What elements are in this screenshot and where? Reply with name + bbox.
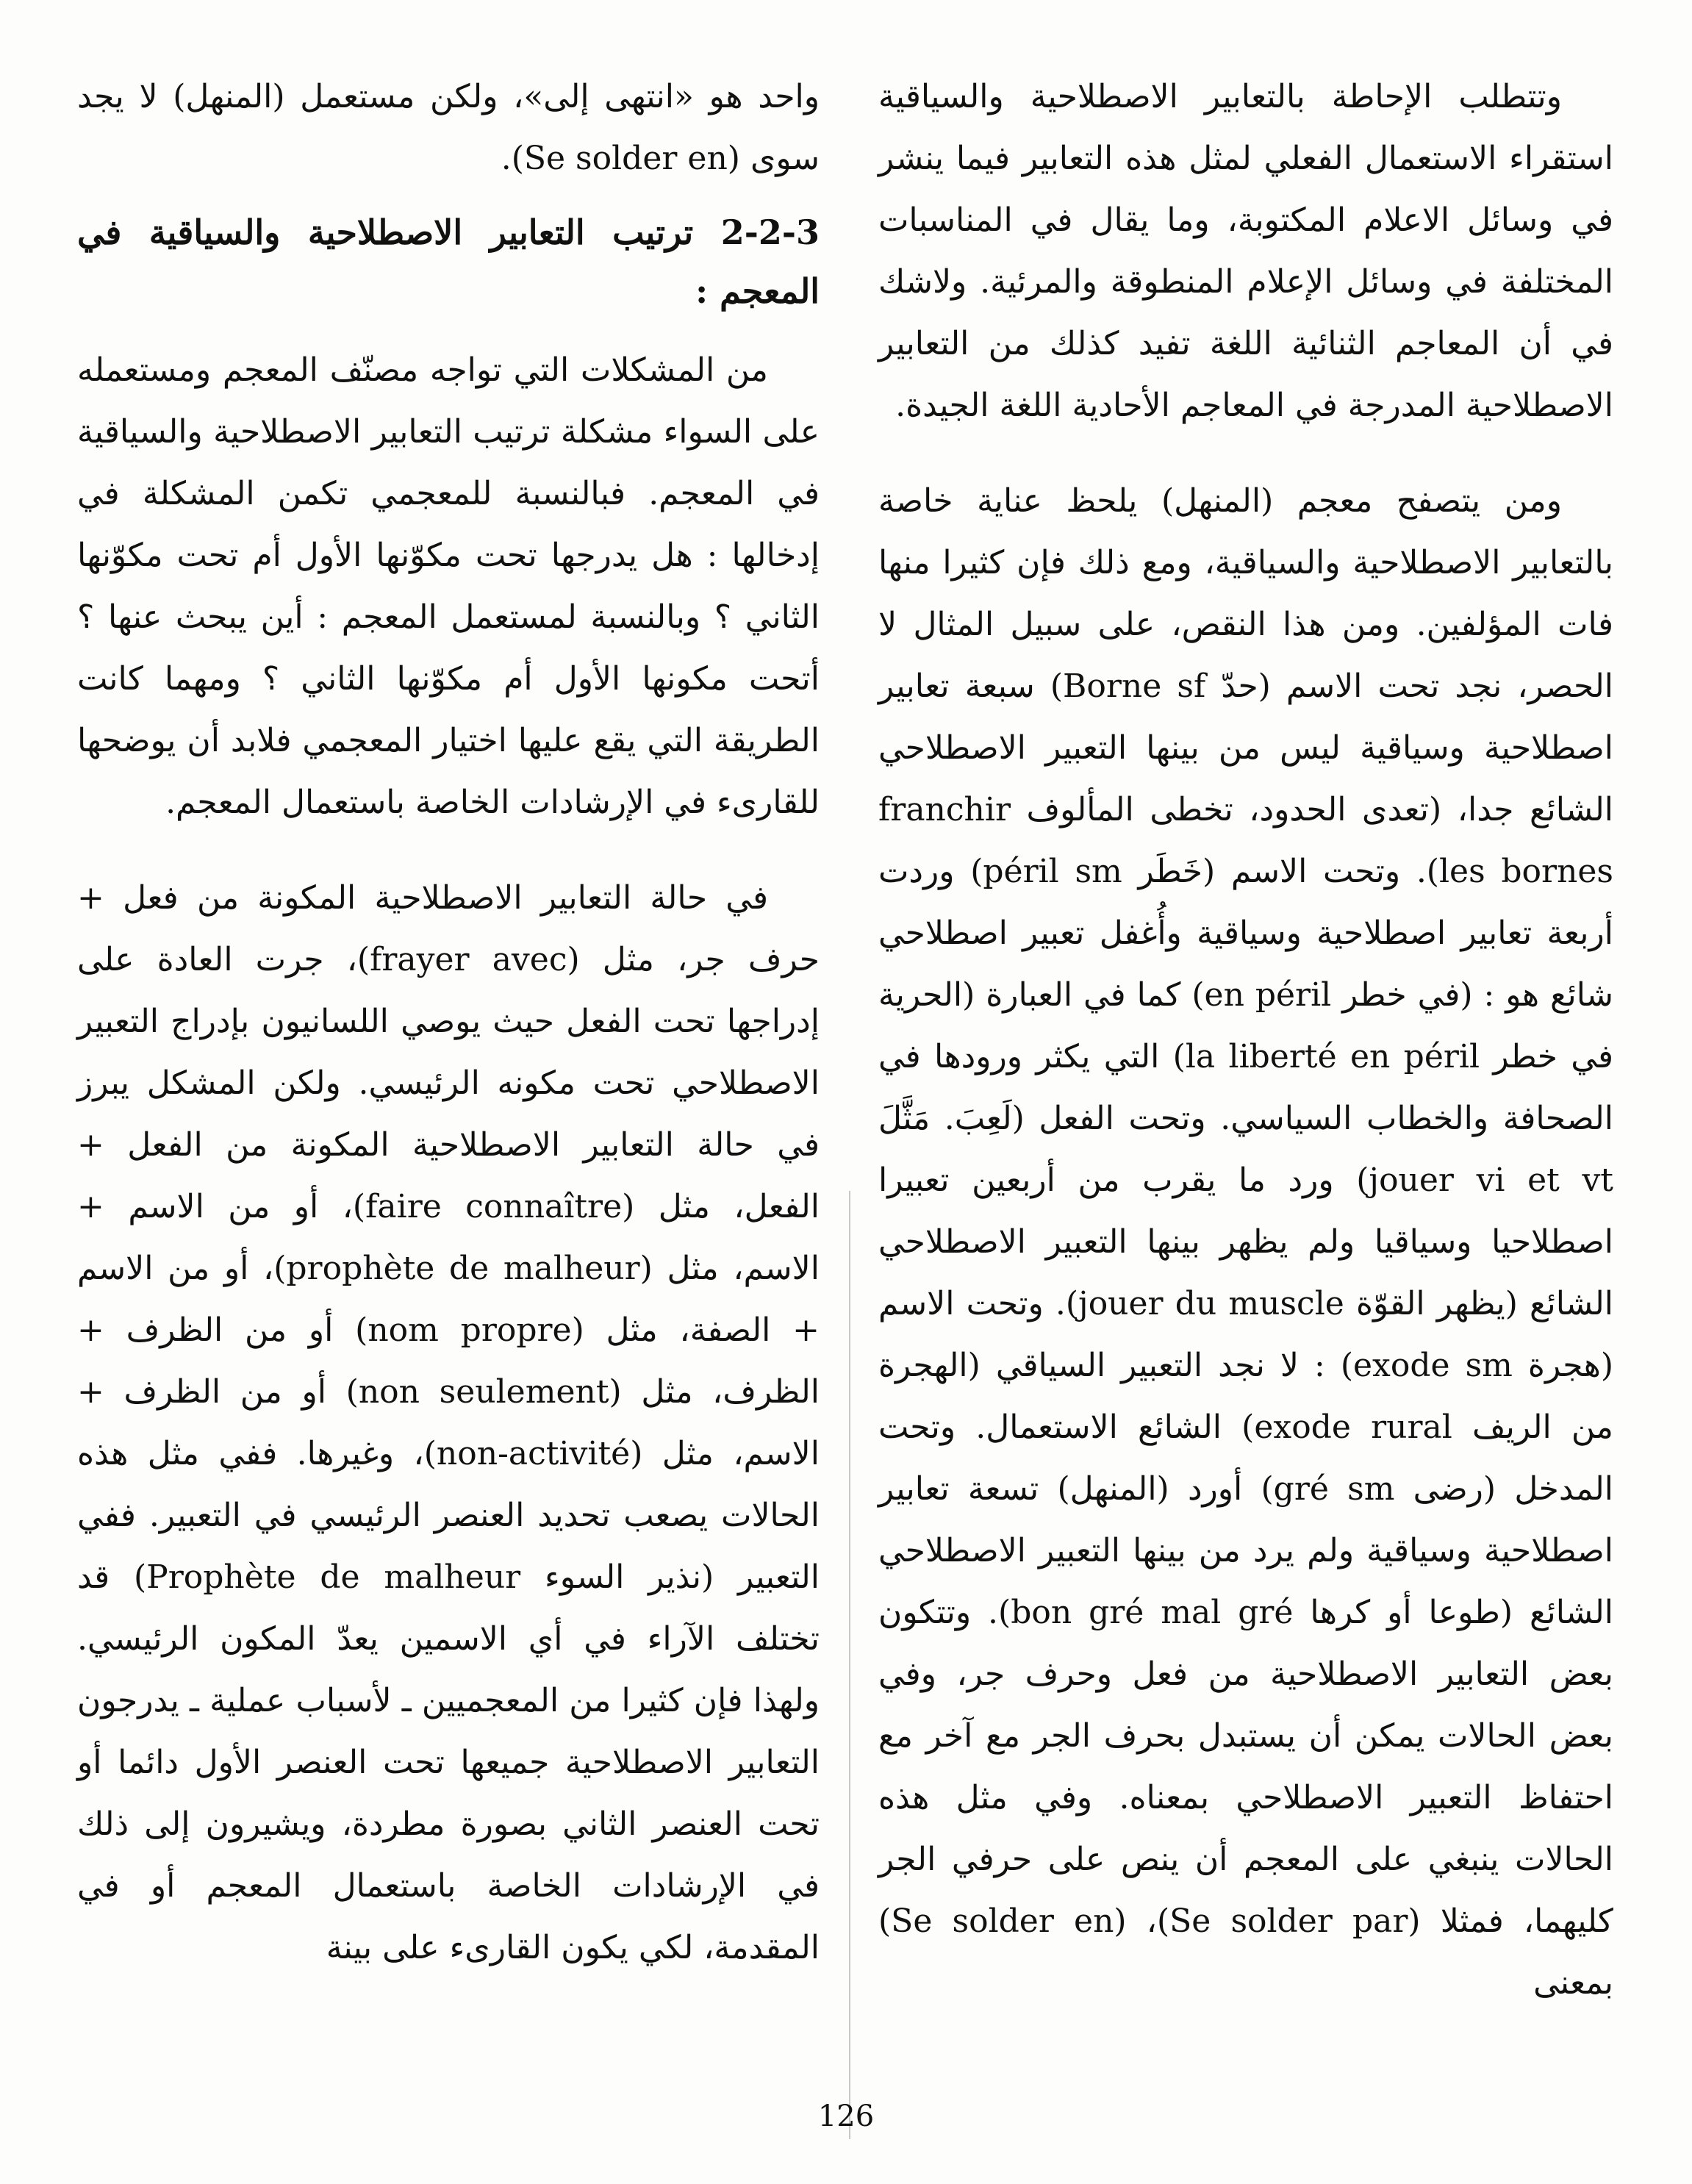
- right-column: [878, 66, 1613, 2027]
- page-number: 126: [817, 2099, 875, 2133]
- right-paragraph-2: ومن يتصفح معجم (المنهل) يلحظ عناية خاصة بالتعابير الاصطلاحية والسياقية، ومع ذلك فإن كثيرا منها فات المؤلفين. ومن هذا النقص، على سبيل المثال لا الحصر، نجد تحت الاسم (حدّ Borne sf) سبعة تعابير اصطلاحية وسياقية ليس من بينها التعبير الاصطلاحي الشائع جدا، (تعدى الحدود، تخطى المألوف franchir les bornes). وتحت الاسم (خَطَر péril sm) وردت أربعة تعابير اصطلاحية وسياقية وأُغفل تعبير اصطلاحي شائع هو : (في خطر en péril) كما في العبارة (الحرية في خطر la liberté en péril) التي يكثر ورودها في الصحافة والخطاب السياسي. وتحت الفعل (لَعِبَ. مَثَّلَ jouer vi et vt) ورد ما يقرب من أربعين تعبيرا اصطلاحيا وسياقيا ولم يظهر بينها التعبير الاصطلاحي الشائع (يظهر القوّة jouer du muscle). وتحت الاسم (هجرة exode sm) : لا نجد التعبير السياقي (الهجرة من الريف exode rural) الشائع الاستعمال. وتحت المدخل (رضى gré sm) أورد (المنهل) تسعة تعابير اصطلاحية وسياقية ولم يرد من بينها التعبير الاصطلاحي الشائع (طوعا أو كرها bon gré mal gré). وتتكون بعض التعابير الاصطلاحية من فعل وحرف جر، وفي بعض الحالات يمكن أن يستبدل بحرف الجر مع آخر مع احتفاظ التعبير الاصطلاحي بمعناه. وفي مثل هذه الحالات ينبغي على المعجم أن ينص على حرفي الجر كليهما، فمثلا (Se solder par)، (Se solder en) بمعنى: [878, 482, 1614, 2002]
- right-paragraph-1: وتتطلب الإحاطة بالتعابير الاصطلاحية والسياقية استقراء الاستعمال الفعلي لمثل هذه التعابير فيما ينشر في وسائل الاعلام المكتوبة، وما يقال في المناسبات المختلفة في وسائل الإعلام المنطوقة والمرئية. ولاشك في أن المعاجم الثنائية اللغة تفيد كذلك من التعابير الاصطلاحية المدرجة في المعاجم الأحادية اللغة الجيدة.: [878, 78, 1613, 424]
- left-column: [77, 66, 820, 1992]
- left-paragraph-1: من المشكلات التي تواجه مصنّف المعجم ومستعمله على السواء مشكلة ترتيب التعابير الاصطلاحية والسياقية في المعجم. فبالنسبة للمعجمي تكمن المشكلة في إدخالها : هل يدرجها تحت مكوّنها الأول أم تحت مكوّنها الثاني ؟ وبالنسبة لمستعمل المعجم : أين يبحث عنها ؟ أتحت مكونها الأول أم مكوّنها الثاني ؟ ومهما كانت الطريقة التي يقع عليها اختيار المعجمي فلابد أن يوضحها للقارىء في الإرشادات الخاصة باستعمال المعجم.: [77, 351, 820, 821]
- left-paragraph-continuation: واحد هو «انتهى إلى»، ولكن مستعمل (المنهل) لا يجد سوى (Se solder en).: [77, 78, 820, 177]
- column-divider: [849, 1191, 850, 2139]
- section-heading: 2-2-3 ترتيب التعابير الاصطلاحية والسياقية في المعجم :: [77, 212, 820, 311]
- left-paragraph-2: في حالة التعابير الاصطلاحية المكونة من فعل + حرف جر، مثل (frayer avec)، جرت العادة على إدراجها تحت الفعل حيث يوصي اللسانيون بإدراج التعبير الاصطلاحي تحت مكونه الرئيسي. ولكن المشكل يبرز في حالة التعابير الاصطلاحية المكونة من الفعل + الفعل، مثل (faire connaître)، أو من الاسم + الاسم، مثل (prophète de malheur)، أو من الاسم + الصفة، مثل (nom propre) أو من الظرف + الظرف، مثل (non seulement) أو من الظرف + الاسم، مثل (non-activité)، وغيرها. ففي مثل هذه الحالات يصعب تحديد العنصر الرئيسي في التعبير. ففي التعبير (نذير السوء Prophète de malheur) قد تختلف الآراء في أي الاسمين يعدّ المكون الرئيسي. ولهذا فإن كثيرا من المعجميين ـ لأسباب عملية ـ يدرجون التعابير الاصطلاحية جميعها تحت العنصر الأول دائما أو تحت العنصر الثاني بصورة مطردة، ويشيرون إلى ذلك في الإرشادات الخاصة باستعمال المعجم أو في المقدمة، لكي يكون القارىء على بينة: [77, 879, 820, 1966]
